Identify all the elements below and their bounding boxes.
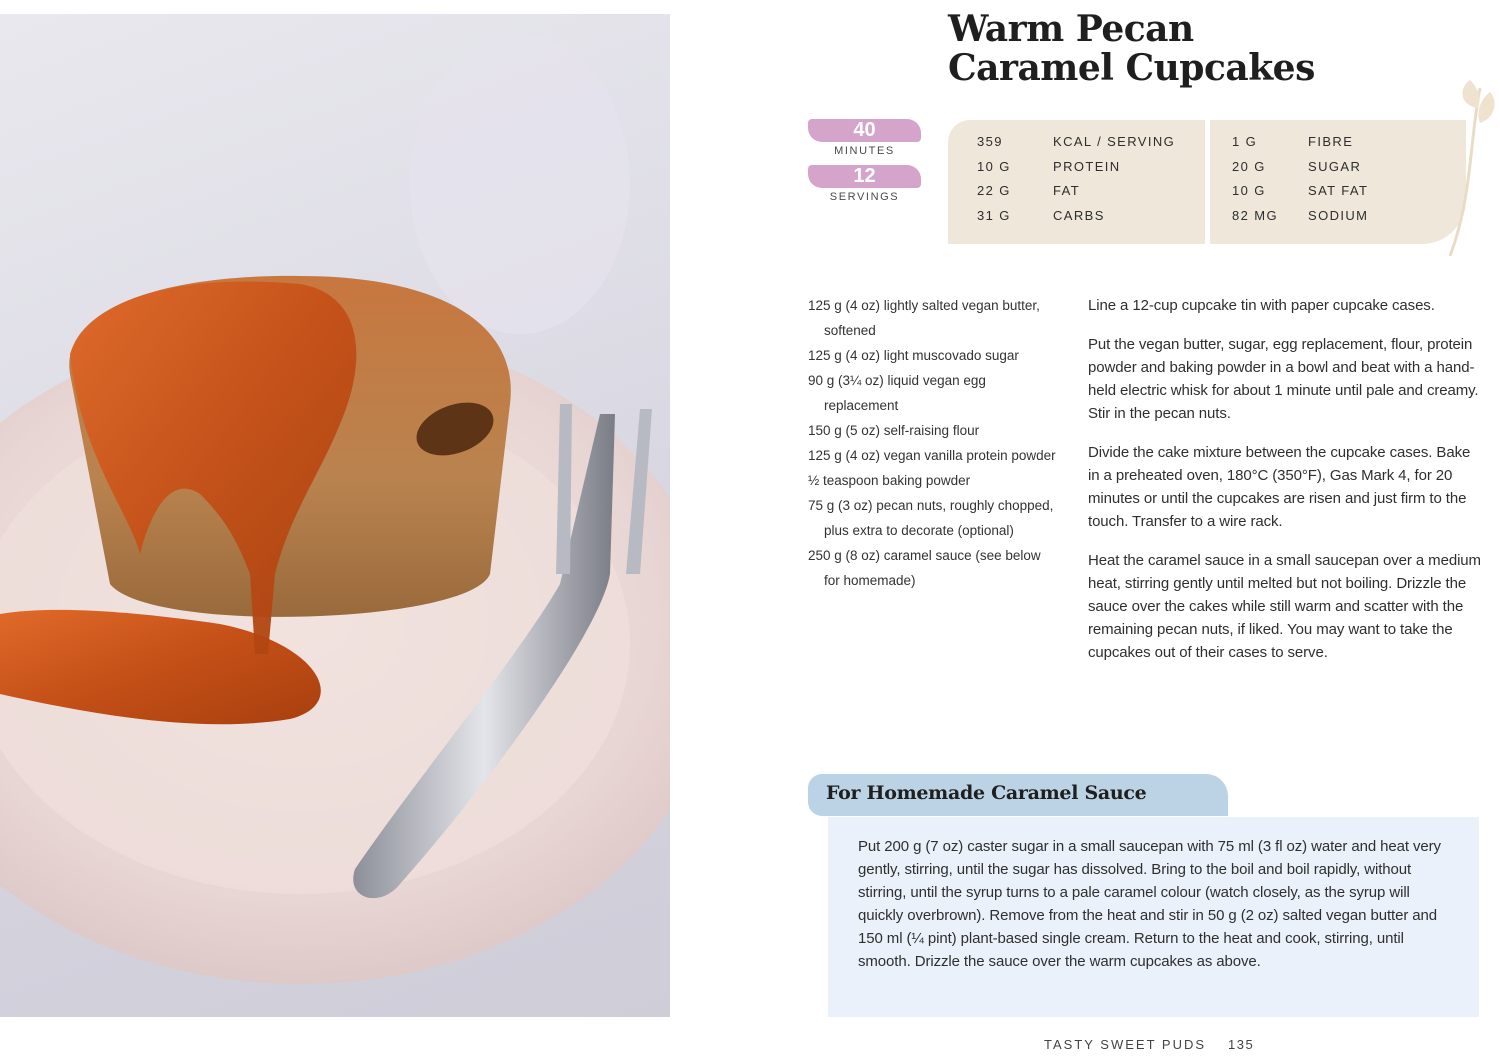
recipe-title-line-2: Caramel Cupcakes [948,47,1315,89]
sauce-instructions: Put 200 g (7 oz) caster sugar in a small saucepan with 75 ml (3 fl oz) water and heat very gently, stirring, until the sugar has dissolved. Bring to the boil and boil rapidly, without stirring, until the syrup turns to a pale caramel colour (watch closely, as the syrup will quickly overbrown). Remove from the heat and stir in 50 g (2 oz) salted vegan butter and 150 ml (¼ pint) plant-based single cream. Return to the heat and cook, stirring, until smooth. Drizzle the sauce over the warm cupcakes as above. [858,838,1441,970]
nutrition-amount: 10 G [977,159,1011,174]
recipe-title-line-1: Warm Pecan [948,8,1194,50]
servings-label: SERVINGS [829,191,900,203]
nutrition-panel-left [948,120,1205,244]
time-badge [808,119,921,157]
ingredient-item: 250 g (8 oz) caramel sauce (see below for homemade) [808,548,1041,588]
leaf-sprig-icon [1440,78,1500,260]
nutrition-amount: 22 G [977,183,1011,198]
nutrition-amount: 10 G [1232,183,1266,198]
nutrition-label: FAT [1053,183,1081,198]
ingredient-item: 150 g (5 oz) self-raising flour [808,423,980,438]
method-step: Divide the cake mixture between the cupcake cases. Bake in a preheated oven, 180°C (350°F), Gas Mark 4, for 20 minutes or until the cupcakes are risen and just firm to the touch. Transfer to a wire rack. [1088,444,1471,530]
nutrition-panel-right [1210,120,1466,244]
ingredient-item: 75 g (3 oz) pecan nuts, roughly chopped, plus extra to decorate (optional) [808,498,1054,538]
ingredient-item: ½ teaspoon baking powder [808,473,971,488]
nutrition-amount: 1 G [1232,134,1258,149]
nutrition-amount: 31 G [977,208,1011,223]
nutrition-label: KCAL / SERVING [1053,134,1176,149]
footer-section-name: TASTY SWEET PUDS [1044,1037,1207,1052]
cupcake-illustration [0,14,670,1017]
nutrition-label: CARBS [1053,208,1105,223]
time-label: MINUTES [834,145,895,157]
servings-value: 12 [808,165,921,188]
nutrition-amount: 359 [977,134,1003,149]
ingredients-list [808,293,1058,593]
ingredient-item: 125 g (4 oz) light muscovado sugar [808,348,1019,363]
method-step: Put the vegan butter, sugar, egg replacement, flour, protein powder and baking powder in a bowl and beat with a hand-held electric whisk for about 1 minute until pale and creamy. Stir in the pecan nuts. [1088,336,1479,422]
ingredient-item: 125 g (4 oz) vegan vanilla protein powder [808,448,1056,463]
servings-badge [808,165,921,203]
sauce-title: For Homemade Caramel Sauce [826,782,1147,804]
nutrition-label: PROTEIN [1053,159,1121,174]
method-steps [1088,294,1483,680]
nutrition-label: SAT FAT [1308,183,1369,198]
time-value: 40 [808,119,921,142]
nutrition-amount: 82 MG [1232,208,1279,223]
ingredient-item: 125 g (4 oz) lightly salted vegan butter, softened [808,298,1040,338]
recipe-photo [0,14,670,1017]
page-number: 135 [1228,1037,1255,1052]
nutrition-label: SUGAR [1308,159,1362,174]
method-step: Line a 12-cup cupcake tin with paper cupcake cases. [1088,297,1435,314]
nutrition-label: FIBRE [1308,134,1354,149]
method-step: Heat the caramel sauce in a small saucepan over a medium heat, stirring gently until melted but not boiling. Drizzle the sauce over the cakes while still warm and scatter with the remaining pecan nuts, if liked. You may want to take the cupcakes out of their cases to serve. [1088,552,1481,661]
nutrition-amount: 20 G [1232,159,1266,174]
recipe-title [948,10,1468,88]
ingredient-item: 90 g (3¼ oz) liquid vegan egg replacement [808,373,986,413]
nutrition-label: SODIUM [1308,208,1369,223]
